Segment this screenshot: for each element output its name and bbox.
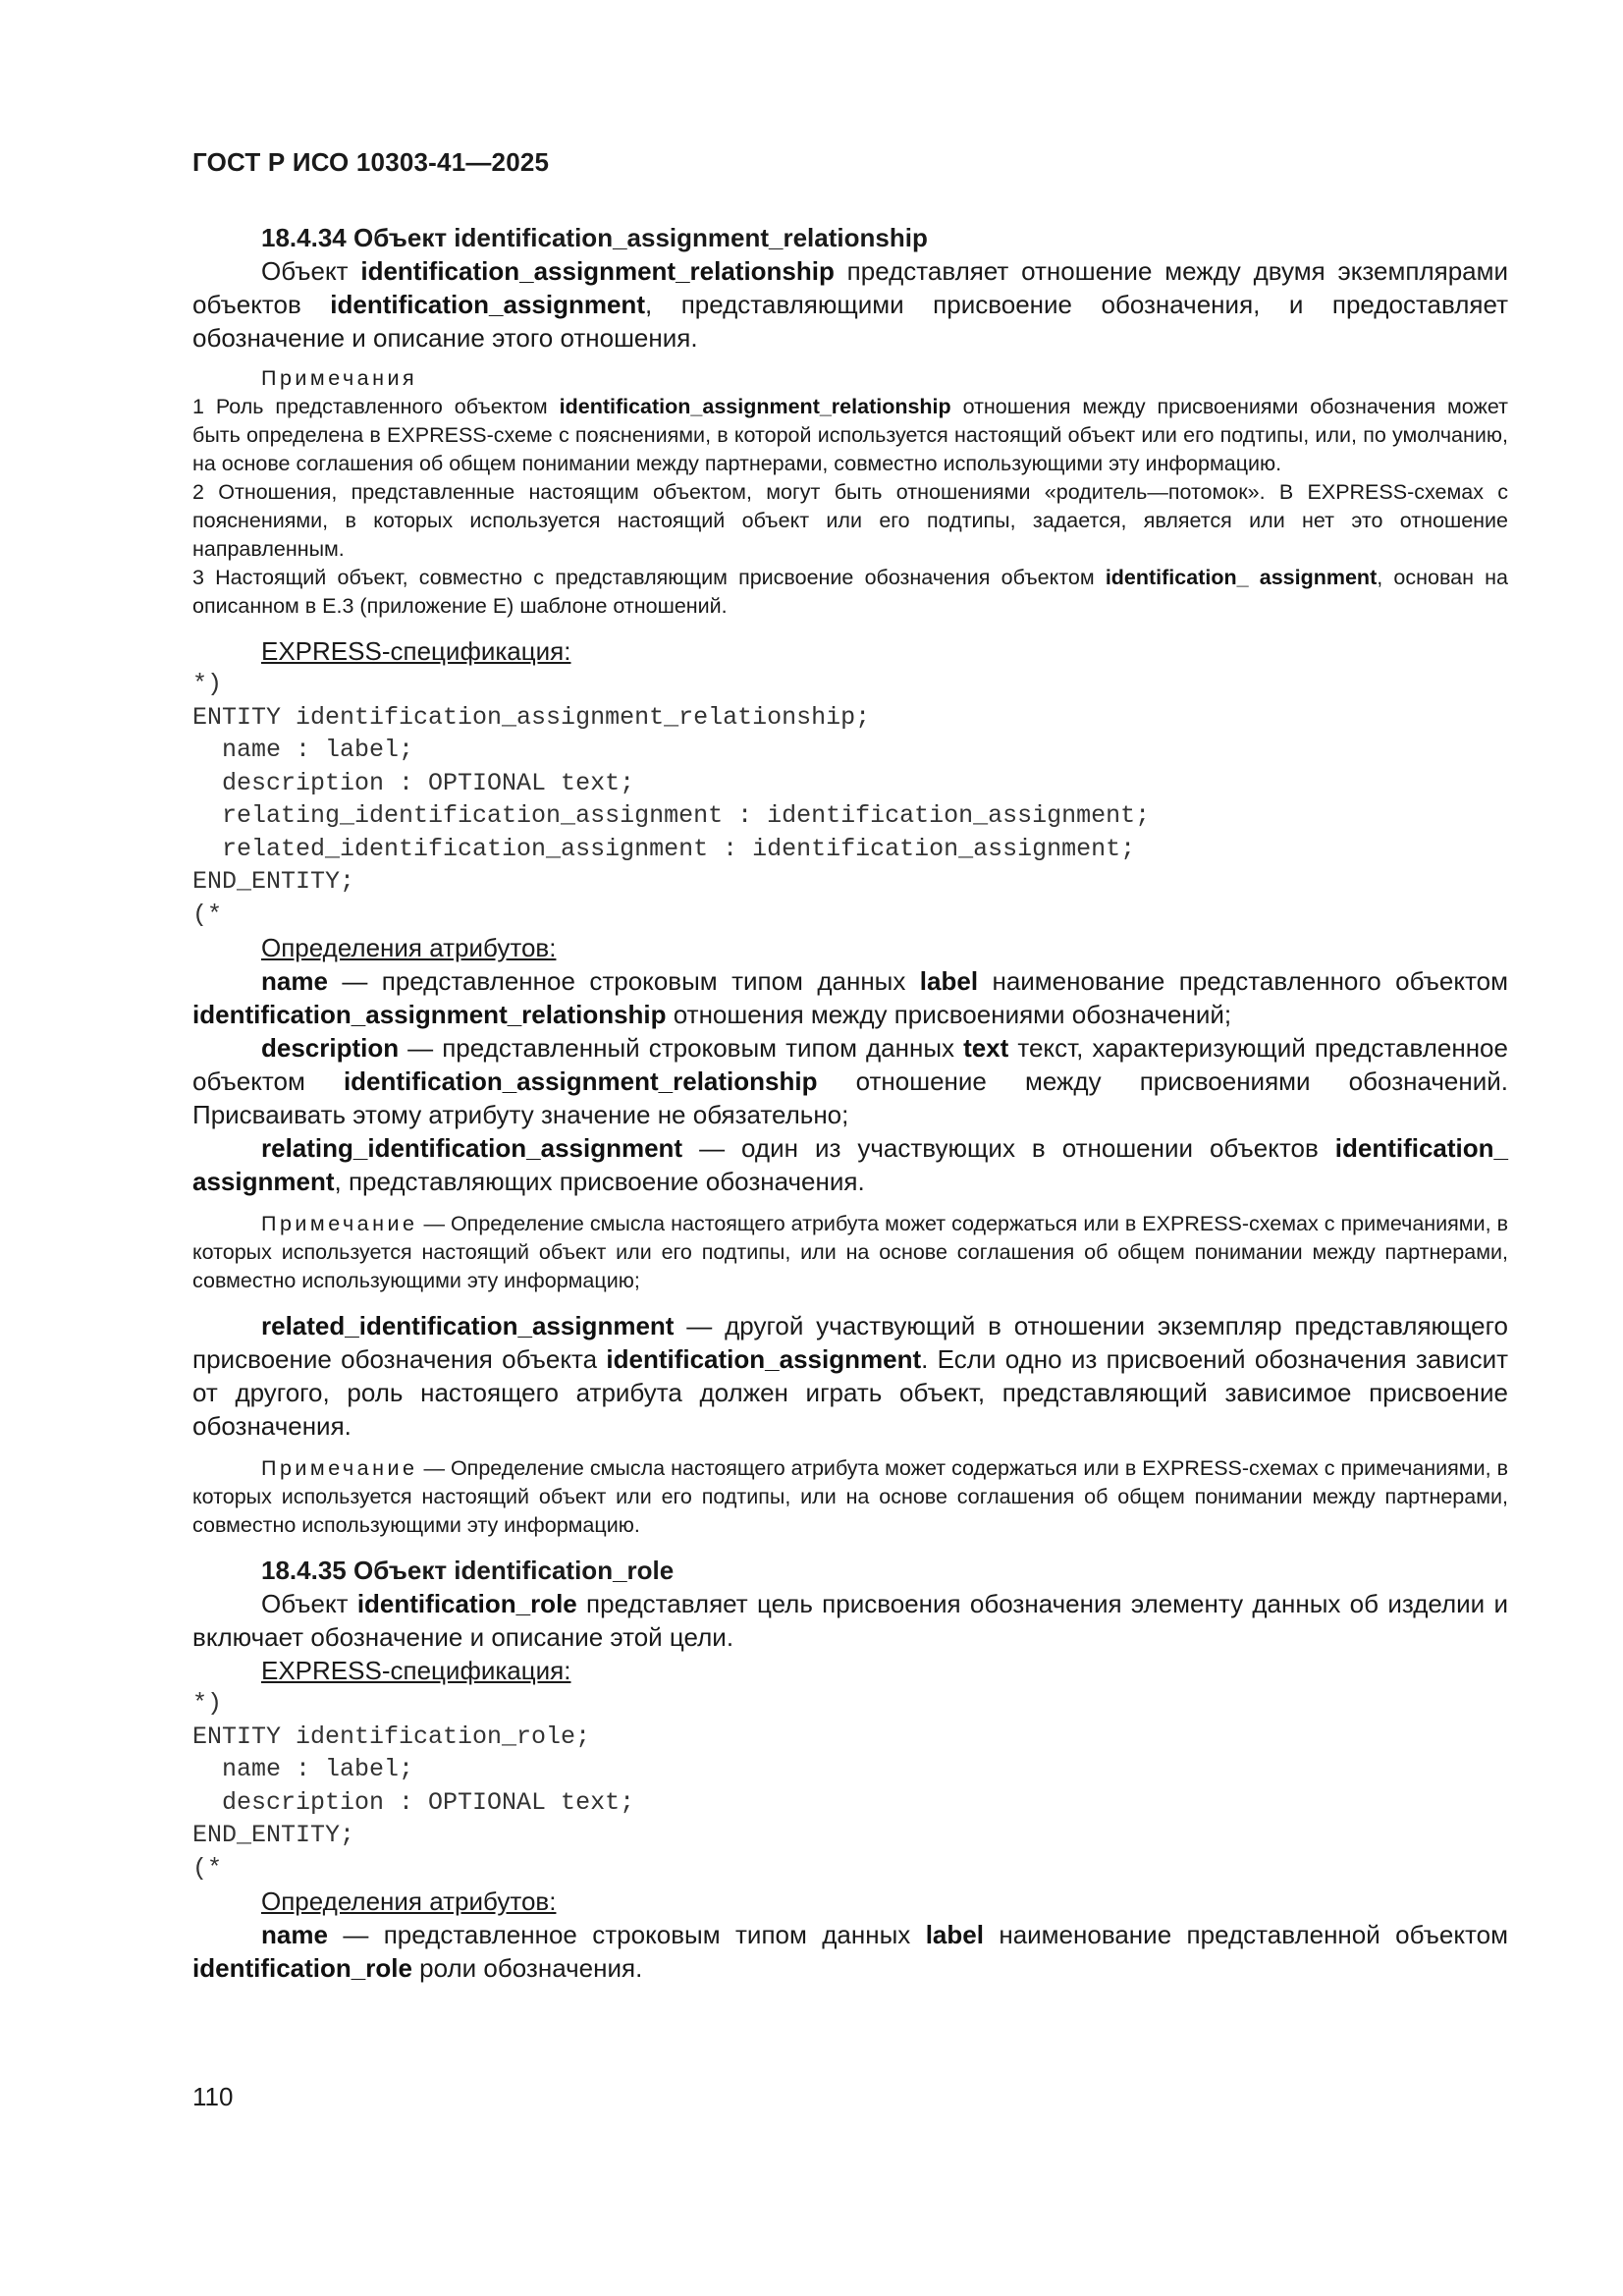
term-bold: identification_assignment_relationship [192,1000,667,1029]
notes-heading: Примечания [261,366,418,390]
express-code-block: *) ENTITY identification_assignment_relationship; name : label; description : OPTIONAL text; relating_identification_assignment : identification_assignment; related_identification_assignment : identification_assignment; END_ENTITY; (* [192,670,1151,929]
attribute-note-1-text: — Определение смысла настоящего атрибута может содержаться или в EXPRESS-схемах с примечаниями, в которых используется настоящий объект или его подтипы, или на основе соглашения об общем понимании между партнерами, совместно использующими эту информацию; [192,1212,1508,1292]
section-title-18-4-35: 18.4.35 Объект identification_role [261,1556,675,1585]
term-bold: identification_role [356,1589,577,1618]
attribute-note-2-head: Примечание [261,1456,418,1480]
attr-related-definition: related_identification_assignment — другой участвующий в отношении экземпляр представляющего присвоение обозначения объекта identification_assignment. Если одно из присвоений обозначения зависит от другого, роль настоящего атрибута должен играть объект, представляющий зависимое присвоение обозначения. [192,1311,1508,1441]
note-1: 1 Роль представленного объектом identification_assignment_relationship отношения между присвоениями обозначения может быть определена в EXPRESS-схеме с пояснениями, в которой используется настоящий объект или его подтипы, или, по умолчанию, на основе соглашения об общем понимании между партнерами, совместно использующими эту информацию. [192,395,1508,475]
term-bold: identification_assignment_relationship [360,256,835,286]
term-bold: identification_assignment [330,290,645,319]
term-bold: label [919,966,979,996]
note-3: 3 Настоящий объект, совместно с представляющим присвоение обозначения объектом identification_ assignment, основан на описанном в E.3 (приложение E) шаблоне отношений. [192,566,1508,618]
term-bold: name [261,966,328,996]
term-bold: relating_identification_assignment [261,1133,683,1163]
attribute-note-1 [192,1210,1508,1295]
term-bold: related_identification_assignment [261,1311,675,1340]
attr-relating-definition: relating_identification_assignment — один из участвующих в отношении объектов identification_ assignment, представляющих присвоение обозначения. [192,1133,1508,1196]
term-bold: identification_role [192,1953,412,1983]
section-title-18-4-34: 18.4.34 Объект identification_assignment_relationship [261,223,928,252]
attr-name-definition-2: name — представленное строковым типом данных label наименование представленной объектом identification_role роли обозначения. [192,1920,1508,1983]
term-bold: identification_assignment_relationship [343,1066,818,1096]
section-intro-35: Объект identification_role представляет цель присвоения обозначения элементу данных об изделии и включает обозначение и описание этой цели. [192,1589,1508,1652]
term-bold: label [925,1920,984,1949]
page-content [192,221,1508,1985]
page-number: 110 [192,2082,234,2111]
attribute-definitions-label-2: Определения атрибутов: [261,1886,557,1916]
attr-description-definition: description — представленный строковым типом данных text текст, характеризующий представленное объектом identification_assignment_relationship отношение между присвоениями обозначений. Присваивать этому атрибуту значение не обязательно; [192,1033,1508,1129]
term-bold: name [261,1920,328,1949]
attribute-note-2-text: — Определение смысла настоящего атрибута может содержаться или в EXPRESS-схемах с примечаниями, в которых используется настоящий объект или его подтипы, или на основе соглашения об общем понимании между партнерами, совместно использующими эту информацию. [192,1456,1508,1537]
attribute-definitions-label: Определения атрибутов: [261,933,557,962]
term-bold: identification_assignment_relationship [559,395,951,418]
term-bold: identification_ assignment [192,1133,1508,1196]
term-bold: identification_ assignment [1105,566,1378,589]
attr-name-definition: name — представленное строковым типом данных label наименование представленного объектом identification_assignment_relationship отношения между присвоениями обозначений; [192,966,1508,1029]
document-header: ГОСТ Р ИСО 10303-41—2025 [192,147,550,177]
express-spec-label: EXPRESS-спецификация: [261,636,571,666]
attribute-note-2 [192,1454,1508,1540]
term-bold: text [963,1033,1009,1063]
attribute-note-1-head: Примечание [261,1212,418,1235]
note-2: 2 Отношения, представленные настоящим объектом, могут быть отношениями «родитель—потомок». В EXPRESS-схемах с пояснениями, в которых используется настоящий объект или его подтипы, задается, является или нет это отношение направленным. [192,480,1508,561]
express-spec-label-2: EXPRESS-спецификация: [261,1656,571,1685]
section-intro-34: Объект identification_assignment_relationship представляет отношение между двумя экземплярами объектов identification_assignment, представляющими присвоение обозначения, и предоставляет обозначение и описание этого отношения. [192,256,1509,353]
term-bold: identification_assignment [606,1344,922,1374]
express-code-block-2: *) ENTITY identification_role; name : label; description : OPTIONAL text; END_ENTITY; (* [192,1689,635,1883]
term-bold: description [261,1033,400,1063]
